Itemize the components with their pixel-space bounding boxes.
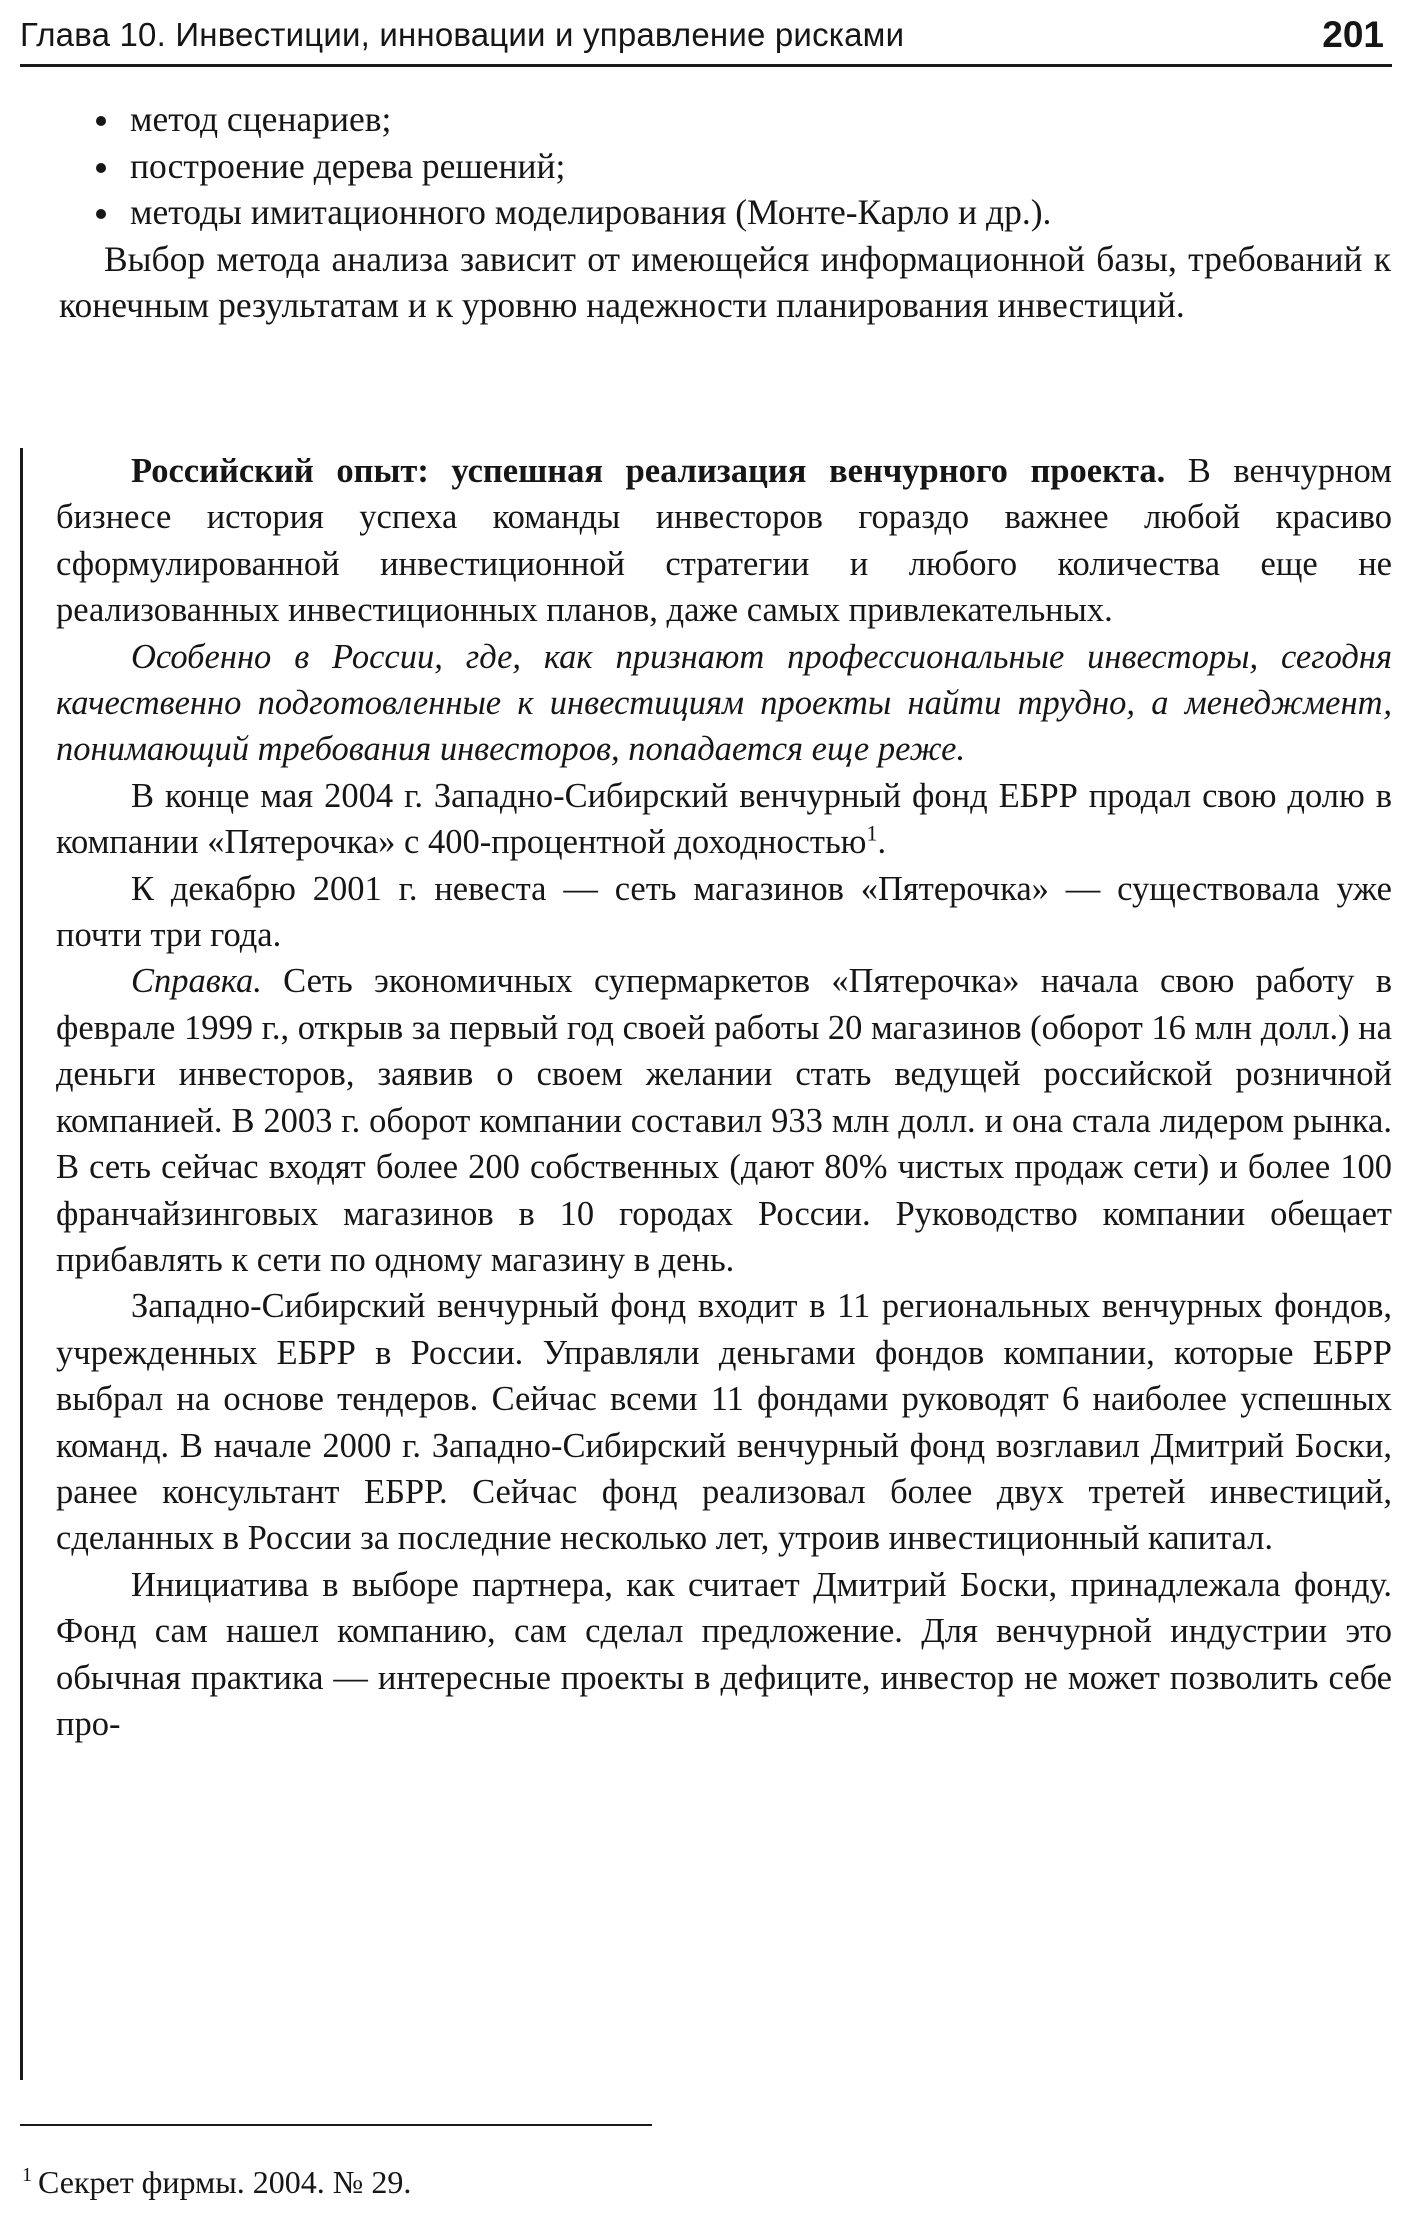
insert-paragraph-1 <box>56 448 1392 634</box>
footnote-rule <box>20 2124 652 2126</box>
case-study-insert <box>20 448 1392 2080</box>
insert-paragraph-3 <box>56 773 1392 866</box>
insert-paragraph-2 <box>56 634 1392 773</box>
page-number: 201 <box>1322 14 1384 55</box>
insert-content <box>56 448 1392 1747</box>
running-head <box>20 14 1392 67</box>
footnote-text: Секрет фирмы. 2004. № 29. <box>38 2164 412 2200</box>
insert-paragraph-4: К декабрю 2001 г. невеста — сеть магазинов «Пятерочка» — существовала уже почти три года. <box>56 869 1392 955</box>
insert-paragraph-2-text: Особенно в России, где, как признают профессиональные инвесторы, сегодня качественно подготовленные к инвестициям проекты найти трудно, а менеджмент, понимающий требования инвесторов, попадается еще реже. <box>56 637 1392 769</box>
list-item <box>59 189 1391 236</box>
chapter-title: Глава 10. Инвестиции, инновации и управление рисками <box>20 16 905 53</box>
bullet-list <box>59 96 1391 236</box>
list-item-text: методы имитационного моделирования (Монте-Карло и др.). <box>130 192 1052 232</box>
intro-paragraph: Выбор метода анализа зависит от имеющейся информационной базы, требований к конечным результатам и к уровню надежности планирования инвестиций. <box>59 238 1391 325</box>
insert-paragraph-5-text: Сеть экономичных супермаркетов «Пятерочка» начала свою работу в феврале 1999 г., открыв за первый год своей работы 20 магазинов (оборот 16 млн долл.) на деньги инвесторов, заявив о своем желании стать ведущей российской розничной компанией. В 2003 г. оборот компании составил 933 млн долл. и она стала лидером рынка. В сеть сейчас входят более 200 собственных (дают 80% чистых продаж сети) и более 100 франчайзинговых магазинов в 10 городах России. Руководство компании обещает прибавлять к сети по одному магазину в день. <box>56 962 1392 1279</box>
insert-paragraph-1-text: В венчурном бизнесе история успеха команды инвесторов гораздо важнее любой красиво сформулированной инвестиционной стратегии и любого количества еще не реализованных инвестиционных планов, даже самых привлекательных. <box>56 452 1392 630</box>
insert-paragraph-7: Инициатива в выборе партнера, как считает Дмитрий Боски, принадлежала фонду. Фонд сам нашел компанию, сам сделал предложение. Для венчурной индустрии это обычная практика — интересные проекты в дефиците, инвестор не может позволить себе про- <box>56 1565 1392 1743</box>
bullet-icon <box>96 209 106 219</box>
insert-vertical-rule <box>20 448 23 2080</box>
insert-paragraph-3-text: В конце мая 2004 г. Западно-Сибирский венчурный фонд ЕБРР продал свою долю в компании «Пятерочка» с 400-процентной доходностью <box>56 776 1392 862</box>
bullet-icon <box>96 116 106 126</box>
list-item <box>59 143 1391 190</box>
insert-heading: Российский опыт: успешная реализация венчурного проекта. <box>131 452 1166 490</box>
footnote-mark: 1 <box>22 2164 32 2187</box>
main-text <box>59 96 1391 329</box>
list-item-text: построение дерева решений; <box>130 145 566 186</box>
footnote-reference: 1 <box>866 820 878 846</box>
bullet-icon <box>96 163 106 173</box>
footnote <box>22 2162 411 2202</box>
list-item <box>59 96 1391 143</box>
insert-paragraph-3-end: . <box>877 823 887 862</box>
list-item-text: метод сценариев; <box>130 99 392 139</box>
insert-paragraph-6: Западно-Сибирский венчурный фонд входит в 11 региональных венчурных фондов, учрежденных ЕБРР в России. Управляли деньгами фондов компании, которые ЕБРР выбрал на основе тендеров. Сейчас всеми 11 фондами руководят 6 наиболее успешных команд. В начале 2000 г. Западно-Сибирский венчурный фонд возглавил Дмитрий Боски, ранее консультант ЕБРР. Сейчас фонд реализовал более двух третей инвестиций, сделанных в России за последние несколько лет, утроив инвестиционный капитал. <box>56 1287 1392 1558</box>
reference-label: Справка. <box>131 962 262 1001</box>
insert-paragraph-5 <box>56 958 1392 1283</box>
